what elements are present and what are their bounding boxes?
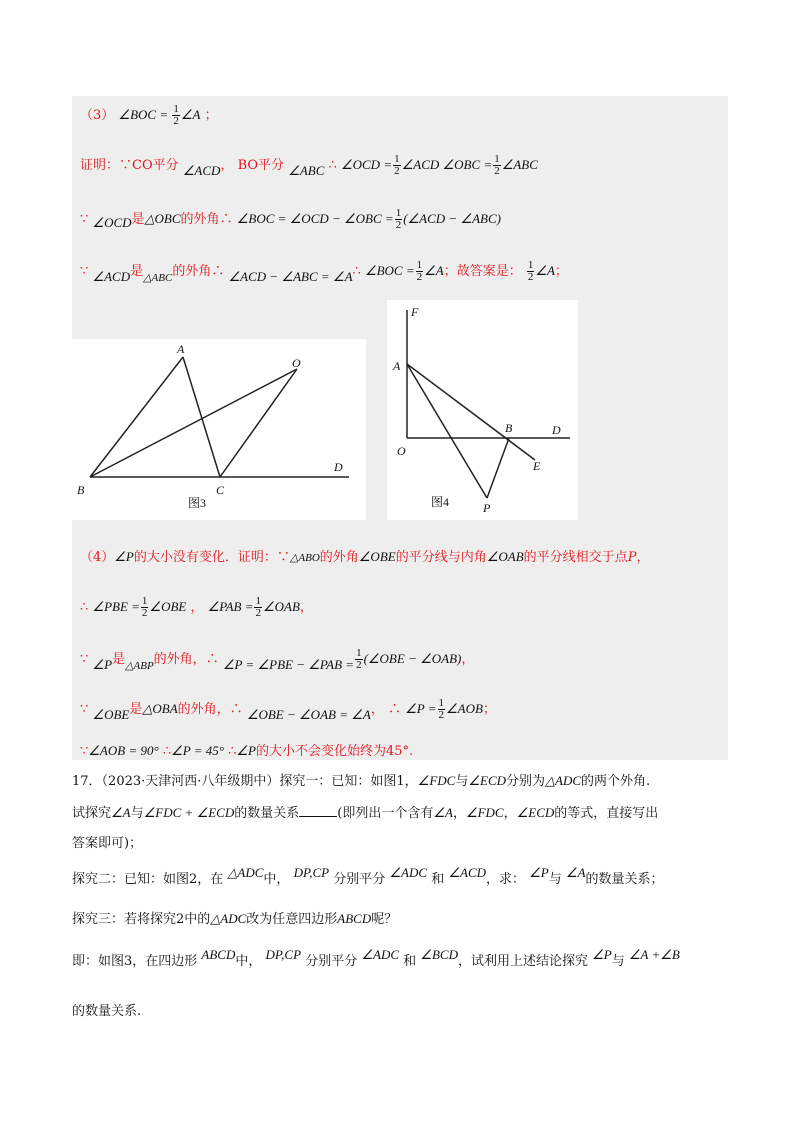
point-e-label: E [533, 459, 541, 473]
figure-3 [72, 339, 366, 520]
point-o-label-4: O [397, 444, 406, 458]
line-ap [407, 364, 487, 498]
figure-4 [387, 300, 578, 520]
point-a-label-4: A [393, 359, 401, 373]
answer-blank[interactable] [299, 806, 337, 817]
part3-label: （3） [80, 108, 115, 123]
point-f-label: F [411, 305, 419, 319]
figure-3-caption: 图3 [188, 496, 207, 510]
part3-proof-line3: ∵ ∠ACD是$_{\triangle ABC}$的外角∴ ∠ACD − ∠ABC = ∠A∴ ∠BOC = $\frac{1}{2}$ ∠A；故答案是： $\frac{1}{2}$ ∠A； [80, 259, 569, 284]
part4-line4: ∵ ∠OBE是△OBA的外角，∴ ∠OBE − ∠OAB = ∠A， ∴ ∠P = $\frac{1}{2}$ ∠AOB； [80, 697, 496, 722]
q17-explore3b: 即：如图3，在四边形 ABCD中， DP,CP 分别平分 ∠ADC 和 ∠BCD，试利用上述结论探究 ∠P与 ∠A +∠B [72, 947, 680, 969]
point-c-label: C [216, 483, 225, 497]
point-a-label: A [177, 342, 185, 356]
point-o-label: O [292, 356, 301, 370]
line-ac [183, 357, 220, 477]
q17-line3: 答案即可)； [72, 836, 143, 851]
q17-line2: 试探究∠A与∠FDC + ∠ECD的数量关系 (即列出一个含有∠A，∠FDC，∠ECD的等式，直接写出 [72, 805, 659, 821]
point-p-label: P [483, 501, 491, 515]
q17-explore3c: 的数量关系. [72, 1004, 142, 1019]
part3-proof-line1: 证明：∵CO平分 ∠ACD， BO平分 ∠ABC ∴ ∠OCD = $\frac{1}{2}$ ∠ACD ∠OBC = $\frac{1}{2}$ ∠ABC [80, 153, 538, 178]
point-b-label: B [77, 483, 85, 497]
figure-3-drawing [72, 339, 366, 520]
point-b-label-4: B [505, 421, 513, 435]
part4-statement: （4）∠P的大小没有变化．证明：∵△ABO的外角∠OBE的平分线与内角∠OAB的平分线相交于点P， [80, 549, 650, 565]
part4-line3: ∵ ∠P是$_{\triangle ABP}$的外角，∴ ∠P = ∠PBE − ∠PAB = $\frac{1}{2}$ (∠OBE − ∠OAB)， [80, 647, 475, 672]
line-ae [407, 364, 535, 460]
line-co [220, 369, 297, 477]
point-d-label-4: D [552, 423, 561, 437]
point-d-label: D [334, 460, 343, 474]
part3-statement: （3） ∠BOC = $\frac{1}{2}$ ∠A ； [80, 103, 218, 127]
figure-4-drawing [387, 300, 578, 520]
q17-line1: 17．（2023·天津河西·八年级期中）探究一：已知：如图1，∠FDC与∠ECD分别为△ADC的两个外角. [72, 773, 651, 789]
q17-explore3: 探究三：若将探究2中的△ADC改为任意四边形ABCD呢？ [72, 911, 398, 927]
line-ba [90, 357, 183, 477]
part4-line2: ∴ ∠PBE = $\frac{1}{2}$ ∠OBE ， ∠PAB = $\frac{1}{2}$ ∠OAB， [80, 595, 313, 619]
figure-4-caption: 图4 [431, 495, 450, 509]
part4-conclusion: ∵∠AOB = 90° ∴∠P = 45° ∴∠P的大小不会变化始终为45°. [80, 743, 414, 759]
line-bo [90, 369, 297, 477]
part3-proof-line2: ∵ ∠OCD是△OBC的外角∴ ∠BOC = ∠OCD − ∠OBC = $\frac{1}{2}$ (∠ACD − ∠ABC) [80, 207, 501, 231]
q17-explore2: 探究二：已知：如图2，在 △ADC中， DP,CP 分别平分 ∠ADC 和 ∠ACD，求： ∠P与 ∠A的数量关系； [72, 865, 664, 887]
line-bp [487, 438, 509, 498]
